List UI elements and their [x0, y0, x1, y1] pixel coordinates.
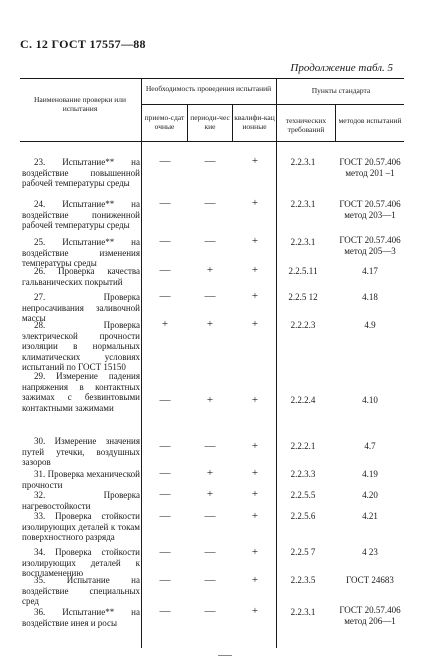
cell-acceptance: — [159, 235, 171, 247]
cell-tech-requirement: 2.2.3.1 [290, 199, 316, 209]
cell-test-method: 4.21 [362, 511, 378, 521]
header-points-group: Пункты стандарта [311, 86, 371, 95]
cell-acceptance: — [159, 197, 171, 209]
cell-periodic: + [206, 488, 214, 500]
header-necessity-group: Необходимость проведения испытаний [145, 84, 272, 93]
cell-periodic: — [204, 546, 216, 558]
header-tech-requirements: технических требований [285, 116, 327, 134]
cell-qualification: + [251, 290, 259, 302]
header-qualification: квалифи-кационные [234, 113, 275, 131]
cell-test-method: ГОСТ 24683 [346, 575, 394, 585]
cell-acceptance: — [159, 264, 171, 276]
cell-acceptance: + [161, 318, 169, 330]
cell-periodic: — [204, 510, 216, 522]
cell-tech-requirement: 2.2.5 12 [288, 292, 318, 302]
cell-qualification: + [251, 197, 259, 209]
cell-test-method: 4.10 [362, 395, 378, 405]
header-group-rule [141, 104, 404, 105]
cell-tech-requirement: 2.2.5.5 [290, 490, 316, 500]
cell-tech-requirement: 2.2.3.1 [290, 607, 316, 617]
table-continuation-label: Продолжение табл. 5 [290, 62, 393, 74]
row-name: 27. Проверка непросачивания заливочной массы [22, 292, 140, 323]
cell-acceptance: — [159, 510, 171, 522]
cell-acceptance: — [159, 290, 171, 302]
row-name: 30. Измерение значения путей утечки, воздушных зазоров [22, 436, 140, 467]
cell-tech-requirement: 2.2.3.5 [290, 575, 316, 585]
cell-periodic: — [204, 155, 216, 167]
cell-qualification: + [251, 155, 259, 167]
cell-periodic: — [204, 605, 216, 617]
cell-qualification: + [251, 605, 259, 617]
cell-acceptance: — [159, 488, 171, 500]
cell-test-method: 4.17 [362, 266, 378, 276]
column-divider [232, 104, 233, 141]
cell-test-method: 4.19 [362, 469, 378, 479]
cell-qualification: + [251, 467, 259, 479]
cell-tech-requirement: 2.2.3.1 [290, 237, 316, 247]
table-header-bottom-rule [20, 141, 404, 142]
row-name: 24. Испытание** на воздействие пониженной рабочей температуры среды [22, 199, 140, 230]
header-test-methods: методов испытаний [338, 116, 402, 125]
cell-acceptance: — [159, 394, 171, 406]
cell-test-method: 4.18 [362, 292, 378, 302]
cell-periodic: — [204, 440, 216, 452]
cell-qualification: + [251, 394, 259, 406]
cell-acceptance: — [159, 546, 171, 558]
row-name: 28. Проверка электрической прочности изоляции в нормальных климатических условиях испытаний по ГОСТ 15150 [22, 320, 140, 372]
page-footer-mark [218, 655, 232, 656]
cell-qualification: + [251, 440, 259, 452]
cell-periodic: — [204, 197, 216, 209]
cell-tech-requirement: 2.2.5.11 [288, 266, 318, 276]
column-divider [141, 78, 142, 648]
cell-periodic: + [206, 318, 214, 330]
row-name: 35. Испытание на воздействие специальных сред [22, 575, 140, 606]
row-name: 26. Проверка качества гальванических покрытий [22, 266, 140, 287]
page-header: С. 12 ГОСТ 17557—88 [20, 37, 146, 51]
cell-periodic: — [204, 235, 216, 247]
cell-tech-requirement: 2.2.2.3 [290, 320, 316, 330]
table-top-rule [20, 78, 404, 79]
cell-test-method: 4.7 [364, 441, 376, 451]
cell-qualification: + [251, 488, 259, 500]
row-name: 34. Проверка стойкости изолирующих деталей к воспламенению [22, 547, 140, 578]
row-name: 32. Проверка нагревостойкости [22, 490, 140, 511]
cell-test-method: ГОСТ 20.57.406 метод 206—1 [339, 605, 401, 626]
cell-acceptance: — [159, 440, 171, 452]
cell-test-method: ГОСТ 20.57.406 метод 203—1 [339, 199, 401, 220]
cell-periodic: — [204, 290, 216, 302]
cell-qualification: + [251, 574, 259, 586]
cell-periodic: + [206, 264, 214, 276]
header-acceptance: приемо-сдаточные [144, 113, 185, 131]
row-name: 33. Проверка стойкости изолирующих деталей к токам поверхностного разряда [22, 511, 140, 542]
cell-test-method: 4.20 [362, 490, 378, 500]
cell-qualification: + [251, 510, 259, 522]
cell-tech-requirement: 2.2.5 7 [290, 547, 316, 557]
cell-acceptance: — [159, 605, 171, 617]
cell-test-method: ГОСТ 20.57.406 метод 205—3 [339, 235, 401, 256]
cell-tech-requirement: 2.2.5.6 [290, 511, 316, 521]
cell-tech-requirement: 2.2.3.3 [290, 469, 316, 479]
row-name: 23. Испытание** на воздействие повышенной рабочей температуры среды [22, 157, 140, 188]
cell-periodic: + [206, 467, 214, 479]
header-periodic: периоди-ческие [190, 113, 230, 131]
cell-test-method: 4 23 [362, 547, 378, 557]
cell-test-method: ГОСТ 20.57.406 метод 201 –1 [339, 157, 401, 178]
cell-acceptance: — [159, 574, 171, 586]
cell-acceptance: — [159, 467, 171, 479]
cell-qualification: + [251, 546, 259, 558]
column-divider [335, 104, 336, 141]
column-divider [276, 78, 277, 648]
row-name: 29. Измерение падения напряжения в контактных зажимах с безвинтовыми контактными зажимами [22, 371, 140, 413]
cell-qualification: + [251, 264, 259, 276]
cell-qualification: + [251, 318, 259, 330]
cell-periodic: + [206, 394, 214, 406]
row-name: 31. Проверка механической прочности [22, 469, 140, 490]
header-name-column: Наименование проверки или испытания [34, 95, 126, 113]
cell-test-method: 4.9 [364, 320, 376, 330]
column-divider [187, 104, 188, 141]
cell-periodic: — [204, 574, 216, 586]
cell-tech-requirement: 2.2.2.4 [290, 395, 316, 405]
row-name: 36. Испытание** на воздействие инея и росы [22, 607, 140, 628]
row-name: 25. Испытание** на воздействие изменения температуры среды [22, 237, 140, 268]
cell-tech-requirement: 2.2.2.1 [290, 441, 316, 451]
cell-qualification: + [251, 235, 259, 247]
cell-acceptance: — [159, 155, 171, 167]
cell-tech-requirement: 2.2.3.1 [290, 157, 316, 167]
